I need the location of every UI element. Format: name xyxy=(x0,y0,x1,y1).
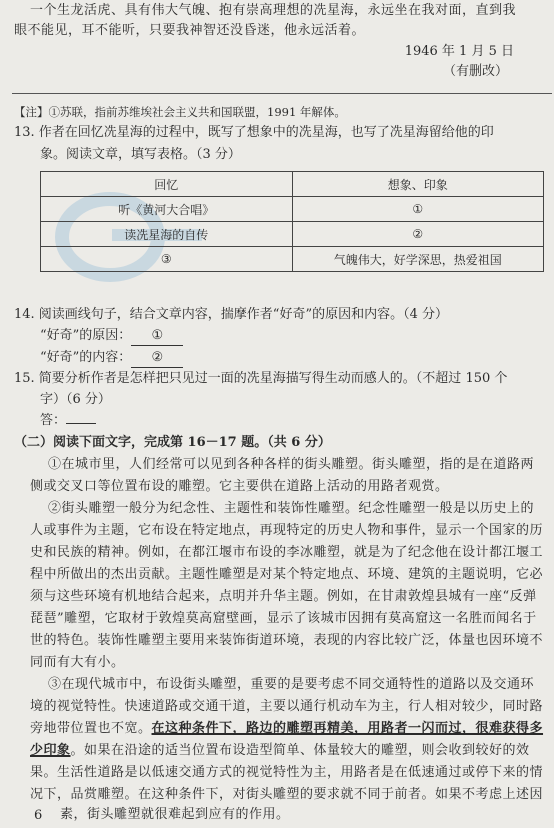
table-row xyxy=(41,247,544,272)
q14-line-1: 14. 阅读画线句子，结合文章内容，揣摩作者“好奇”的原因和内容。（4 分） xyxy=(14,307,449,322)
q15-answer xyxy=(40,412,554,430)
p3-line: 况下，品赏雕塑。在这种条件下，对街头雕塑的要求就不同于前者。如果不考虑上述因 xyxy=(30,787,544,802)
q14-content-label: “好奇”的内容： xyxy=(40,350,132,365)
p3-line: 素，街头雕塑就很难起到应有的作用。 xyxy=(60,807,290,822)
top-line-1: 一个生龙活虎、具有伟大气魄、抱有崇高理想的冼星海，永远坐在我对面，直到我 xyxy=(30,3,517,18)
date-line: 1946 年 1 月 5 日 xyxy=(404,44,514,59)
table-cell: ① xyxy=(292,197,544,222)
section2-heading: （二）阅读下面文字，完成第 16－17 题。（共 6 分） xyxy=(14,435,331,450)
p2-line: 史和民族的精神。例如，在都江堰市布设的李冰雕塑，就是为了纪念他在设计都江堰工 xyxy=(30,545,544,560)
p1-line: ①在城市里，人们经常可以见到各种各样的街头雕塑。街头雕塑，指的是在道路两 xyxy=(48,457,535,472)
q14-reason xyxy=(40,327,554,346)
p2-line: 须与这些环境有机地结合起来，点明并升华主题。例如，在甘肃敦煌县城有一座“反弹 xyxy=(30,589,537,604)
p2-line: 世的特色。装饰性雕塑主要用来装饰街道环境，表现的内容比较广泛，体量也因环境不 xyxy=(30,633,544,648)
q13-line-1: 13. 作者在回忆冼星海的过程中，既写了想象中的冼星海，也写了冼星海留给他的印 xyxy=(14,125,494,140)
q15-line-1: 15. 简要分析作者是怎样把只见过一面的冼星海描写得生动而感人的。（不超过 150 个 xyxy=(14,371,508,386)
p3-text: 。如果在沿途的适当位置布设造型简单、体量较大的雕塑，则会收到较好的效 xyxy=(70,743,530,758)
footnote: 【注】①苏联，指前苏维埃社会主义共和国联盟，1991 年解体。 xyxy=(14,105,346,119)
p1-line: 侧或交叉口等位置布设的雕塑。它主要供在道路上活动的用路者观赏。 xyxy=(30,479,449,494)
q15-line-2: 字）（6 分） xyxy=(40,392,111,407)
p3-text: 旁地带位置也不宽。 xyxy=(30,721,152,736)
q14-reason-label: “好奇”的原因： xyxy=(40,328,132,343)
q13-line-2: 象。阅读文章，填写表格。（3 分） xyxy=(40,147,241,162)
underlined-sentence: 在这种条件下，路边的雕塑再精美，用路者一闪而过，很难获得多 xyxy=(151,721,544,736)
q14-content xyxy=(40,349,554,368)
p2-line: 人或事件为主题，它布设在特定地点，再现特定的历史人物和事件，显示一个国家的历 xyxy=(30,523,544,538)
q15-answer-label: 答： xyxy=(40,413,67,428)
p3-line: 果。生活性道路是以低速交通方式的视觉特性为主，用路者是在低速通过或停下来的情 xyxy=(30,765,544,780)
p2-line: 琵琶”雕塑，它取材于敦煌莫高窟壁画，显示了该城市因拥有莫高窟这一名胜而闻名于 xyxy=(30,611,537,626)
underlined-sentence-end: 少印象 xyxy=(30,743,71,758)
p3-line: 境的视觉特性。快速道路或交通干道，主要以通行机动车为主，行人相对较少，同时路 xyxy=(30,699,544,714)
p3-line xyxy=(30,742,544,760)
table-row xyxy=(41,197,544,222)
p2-line: 同而有大有小。 xyxy=(30,655,125,670)
q14-content-blank: ② xyxy=(131,349,183,368)
table-cell: 听《黄河大合唱》 xyxy=(41,197,293,222)
table-cell: 气魄伟大，好学深思，热爱祖国 xyxy=(292,247,544,272)
table-header-cell: 想象、印象 xyxy=(292,172,544,197)
table-row xyxy=(41,222,544,247)
top-line-2: 眼不能见，耳不能听，只要我神智还没昏迷，他永远活着。 xyxy=(14,23,366,38)
p3-line-highlight xyxy=(30,720,544,738)
q14-reason-blank: ① xyxy=(131,327,183,346)
table-cell: 读冼星海的自传 xyxy=(41,222,293,247)
q13-table xyxy=(40,171,544,272)
abridged-note: （有删改） xyxy=(442,64,508,79)
divider xyxy=(12,93,552,94)
p2-line: 程中所做出的杰出贡献。主题性雕塑是对某个特定地点、环境、建筑的主题说明，它必 xyxy=(30,567,544,582)
table-header-cell: 回忆 xyxy=(41,172,293,197)
table-cell: ③ xyxy=(41,247,293,272)
q15-answer-blank xyxy=(66,423,96,424)
p3-line: ③在现代城市中，布设街头雕塑，重要的是要考虑不同交通特性的道路以及交通环 xyxy=(48,677,535,692)
table-cell: ② xyxy=(292,222,544,247)
page-number: 6 xyxy=(34,808,43,823)
p2-line: ②街头雕塑一般分为纪念性、主题性和装饰性雕塑。纪念性雕塑一般是以历史上的 xyxy=(48,501,535,516)
table-header-row xyxy=(41,172,544,197)
